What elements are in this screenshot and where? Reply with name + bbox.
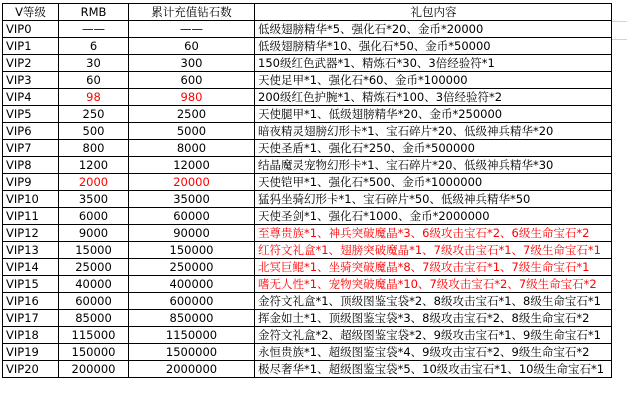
cell-vip-level[interactable]: VIP15 <box>3 276 59 293</box>
header-rmb[interactable]: RMB <box>59 4 129 21</box>
cell-gems[interactable]: 35000 <box>129 191 255 208</box>
cell-gift-content[interactable]: 金符文礼盒*1、顶级图鉴宝袋*2、8级攻击宝石*1、8级生命宝石*1 <box>255 293 612 310</box>
cell-rmb[interactable]: 800 <box>59 140 129 157</box>
table-row <box>3 344 612 361</box>
cell-rmb[interactable]: 3500 <box>59 191 129 208</box>
cell-rmb[interactable]: 40000 <box>59 276 129 293</box>
cell-gift-content[interactable]: 低级翅膀精华*5、强化石*20、金币*20000 <box>255 21 612 38</box>
header-vip-level[interactable]: V等级 <box>3 4 59 21</box>
cell-gems[interactable]: 20000 <box>129 174 255 191</box>
cell-gems[interactable]: 400000 <box>129 276 255 293</box>
cell-rmb[interactable]: 500 <box>59 123 129 140</box>
table-row <box>3 157 612 174</box>
table-row <box>3 242 612 259</box>
cell-gems[interactable]: 90000 <box>129 225 255 242</box>
cell-rmb[interactable]: 115000 <box>59 327 129 344</box>
cell-gift-content[interactable]: 北冥巨鲲*1、坐骑突破魔晶*8、7级攻击宝石*1、7级生命宝石*1 <box>255 259 612 276</box>
table-row <box>3 123 612 140</box>
cell-gift-content[interactable]: 挥金如土*1、顶级图鉴宝袋*3、8级攻击宝石*2、8级生命宝石*2 <box>255 310 612 327</box>
cell-gems[interactable]: —— <box>129 21 255 38</box>
cell-gift-content[interactable]: 天使腿甲*1、低级翅膀精华*20、金币*250000 <box>255 106 612 123</box>
cell-rmb[interactable]: 1200 <box>59 157 129 174</box>
cell-gift-content[interactable]: 嗜无人性*1、宠物突破魔晶*10、7级攻击宝石*2、7级生命宝石*2 <box>255 276 612 293</box>
header-row <box>3 4 612 21</box>
cell-vip-level[interactable]: VIP11 <box>3 208 59 225</box>
cell-gems[interactable]: 980 <box>129 89 255 106</box>
cell-vip-level[interactable]: VIP4 <box>3 89 59 106</box>
table-row <box>3 55 612 72</box>
cell-gems[interactable]: 2000000 <box>129 361 255 378</box>
cell-vip-level[interactable]: VIP8 <box>3 157 59 174</box>
cell-gift-content[interactable]: 天使圣盾*1、强化石*250、金币*500000 <box>255 140 612 157</box>
cell-rmb[interactable]: 60000 <box>59 293 129 310</box>
cell-vip-level[interactable]: VIP13 <box>3 242 59 259</box>
cell-rmb[interactable]: 25000 <box>59 259 129 276</box>
table-row <box>3 310 612 327</box>
cell-gift-content[interactable]: 金符文礼盒*2、超级图鉴宝袋*2、9级攻击宝石*1、9级生命宝石*1 <box>255 327 612 344</box>
table-row <box>3 89 612 106</box>
cell-vip-level[interactable]: VIP2 <box>3 55 59 72</box>
cell-rmb[interactable]: 9000 <box>59 225 129 242</box>
cell-gift-content[interactable]: 200级红色护腕*1、精炼石*100、3倍经验符*2 <box>255 89 612 106</box>
cell-gems[interactable]: 60000 <box>129 208 255 225</box>
cell-rmb[interactable]: 15000 <box>59 242 129 259</box>
cell-vip-level[interactable]: VIP17 <box>3 310 59 327</box>
cell-rmb[interactable]: —— <box>59 21 129 38</box>
cell-rmb[interactable]: 60 <box>59 72 129 89</box>
cell-gift-content[interactable]: 暗夜精灵翅膀幻形卡*1、宝石碎片*20、低级神兵精华*20 <box>255 123 612 140</box>
cell-gems[interactable]: 60 <box>129 38 255 55</box>
cell-gift-content[interactable]: 极尽奢华*1、超级图鉴宝袋*5、10级攻击宝石*1、10级生命宝石*1 <box>255 361 612 378</box>
cell-gift-content[interactable]: 天使圣剑*1、强化石*1000、金币*2000000 <box>255 208 612 225</box>
table-row <box>3 72 612 89</box>
cell-gems[interactable]: 5000 <box>129 123 255 140</box>
cell-gems[interactable]: 600 <box>129 72 255 89</box>
cell-rmb[interactable]: 200000 <box>59 361 129 378</box>
cell-vip-level[interactable]: VIP16 <box>3 293 59 310</box>
cell-vip-level[interactable]: VIP20 <box>3 361 59 378</box>
cell-gems[interactable]: 250000 <box>129 259 255 276</box>
cell-gift-content[interactable]: 至尊贵族*1、神兵突破魔晶*3、6级攻击宝石*2、6级生命宝石*2 <box>255 225 612 242</box>
cell-vip-level[interactable]: VIP5 <box>3 106 59 123</box>
table-row <box>3 140 612 157</box>
cell-gift-content[interactable]: 结晶魔灵宠物幻形卡*1、宝石碎片*20、低级神兵精华*30 <box>255 157 612 174</box>
cell-vip-level[interactable]: VIP10 <box>3 191 59 208</box>
cell-gems[interactable]: 300 <box>129 55 255 72</box>
cell-gems[interactable]: 850000 <box>129 310 255 327</box>
table-row <box>3 174 612 191</box>
cell-gift-content[interactable]: 永恒贵族*1、超级图鉴宝袋*4、9级攻击宝石*2、9级生命宝石*2 <box>255 344 612 361</box>
cell-gift-content[interactable]: 天使足甲*1、强化石*60、金币*100000 <box>255 72 612 89</box>
cell-rmb[interactable]: 250 <box>59 106 129 123</box>
cell-rmb[interactable]: 6000 <box>59 208 129 225</box>
table-row <box>3 38 612 55</box>
table-row <box>3 21 612 38</box>
cell-gift-content[interactable]: 红符文礼盒*1、翅膀突破魔晶*1、7级攻击宝石*1、7级生命宝石*1 <box>255 242 612 259</box>
cell-gems[interactable]: 2500 <box>129 106 255 123</box>
cell-gems[interactable]: 1150000 <box>129 327 255 344</box>
table-row <box>3 208 612 225</box>
table-row <box>3 361 612 378</box>
table-row <box>3 276 612 293</box>
cell-rmb[interactable]: 30 <box>59 55 129 72</box>
cell-gift-content[interactable]: 150级红色武器*1、精炼石*30、3倍经验符*1 <box>255 55 612 72</box>
gridline <box>612 39 627 40</box>
cell-vip-level[interactable]: VIP0 <box>3 21 59 38</box>
cell-vip-level[interactable]: VIP6 <box>3 123 59 140</box>
table-row <box>3 191 612 208</box>
table-row <box>3 106 612 123</box>
table-row <box>3 259 612 276</box>
table-row <box>3 327 612 344</box>
cell-gems[interactable]: 12000 <box>129 157 255 174</box>
vip-table <box>2 3 612 378</box>
cell-vip-level[interactable]: VIP1 <box>3 38 59 55</box>
cell-vip-level[interactable]: VIP9 <box>3 174 59 191</box>
cell-gems[interactable]: 1500000 <box>129 344 255 361</box>
cell-rmb[interactable]: 98 <box>59 89 129 106</box>
cell-rmb[interactable]: 150000 <box>59 344 129 361</box>
cell-rmb[interactable]: 85000 <box>59 310 129 327</box>
cell-gems[interactable]: 8000 <box>129 140 255 157</box>
cell-rmb[interactable]: 6 <box>59 38 129 55</box>
cell-gems[interactable]: 150000 <box>129 242 255 259</box>
cell-vip-level[interactable]: VIP3 <box>3 72 59 89</box>
cell-rmb[interactable]: 2000 <box>59 174 129 191</box>
cell-vip-level[interactable]: VIP18 <box>3 327 59 344</box>
cell-vip-level[interactable]: VIP14 <box>3 259 59 276</box>
header-gems[interactable]: 累计充值钻石数 <box>129 4 255 21</box>
cell-vip-level[interactable]: VIP19 <box>3 344 59 361</box>
cell-gift-content[interactable]: 猛犸坐骑幻形卡*1、宝石碎片*50、低级神兵精华*50 <box>255 191 612 208</box>
table-row <box>3 225 612 242</box>
cell-gift-content[interactable]: 天使铠甲*1、强化石*500、金币*1000000 <box>255 174 612 191</box>
header-gift-content[interactable]: 礼包内容 <box>255 4 612 21</box>
cell-vip-level[interactable]: VIP7 <box>3 140 59 157</box>
table-body <box>3 21 612 378</box>
cell-vip-level[interactable]: VIP12 <box>3 225 59 242</box>
cell-gift-content[interactable]: 低级翅膀精华*10、强化石*50、金币*50000 <box>255 38 612 55</box>
gridline <box>612 21 627 22</box>
cell-gems[interactable]: 600000 <box>129 293 255 310</box>
table-row <box>3 293 612 310</box>
